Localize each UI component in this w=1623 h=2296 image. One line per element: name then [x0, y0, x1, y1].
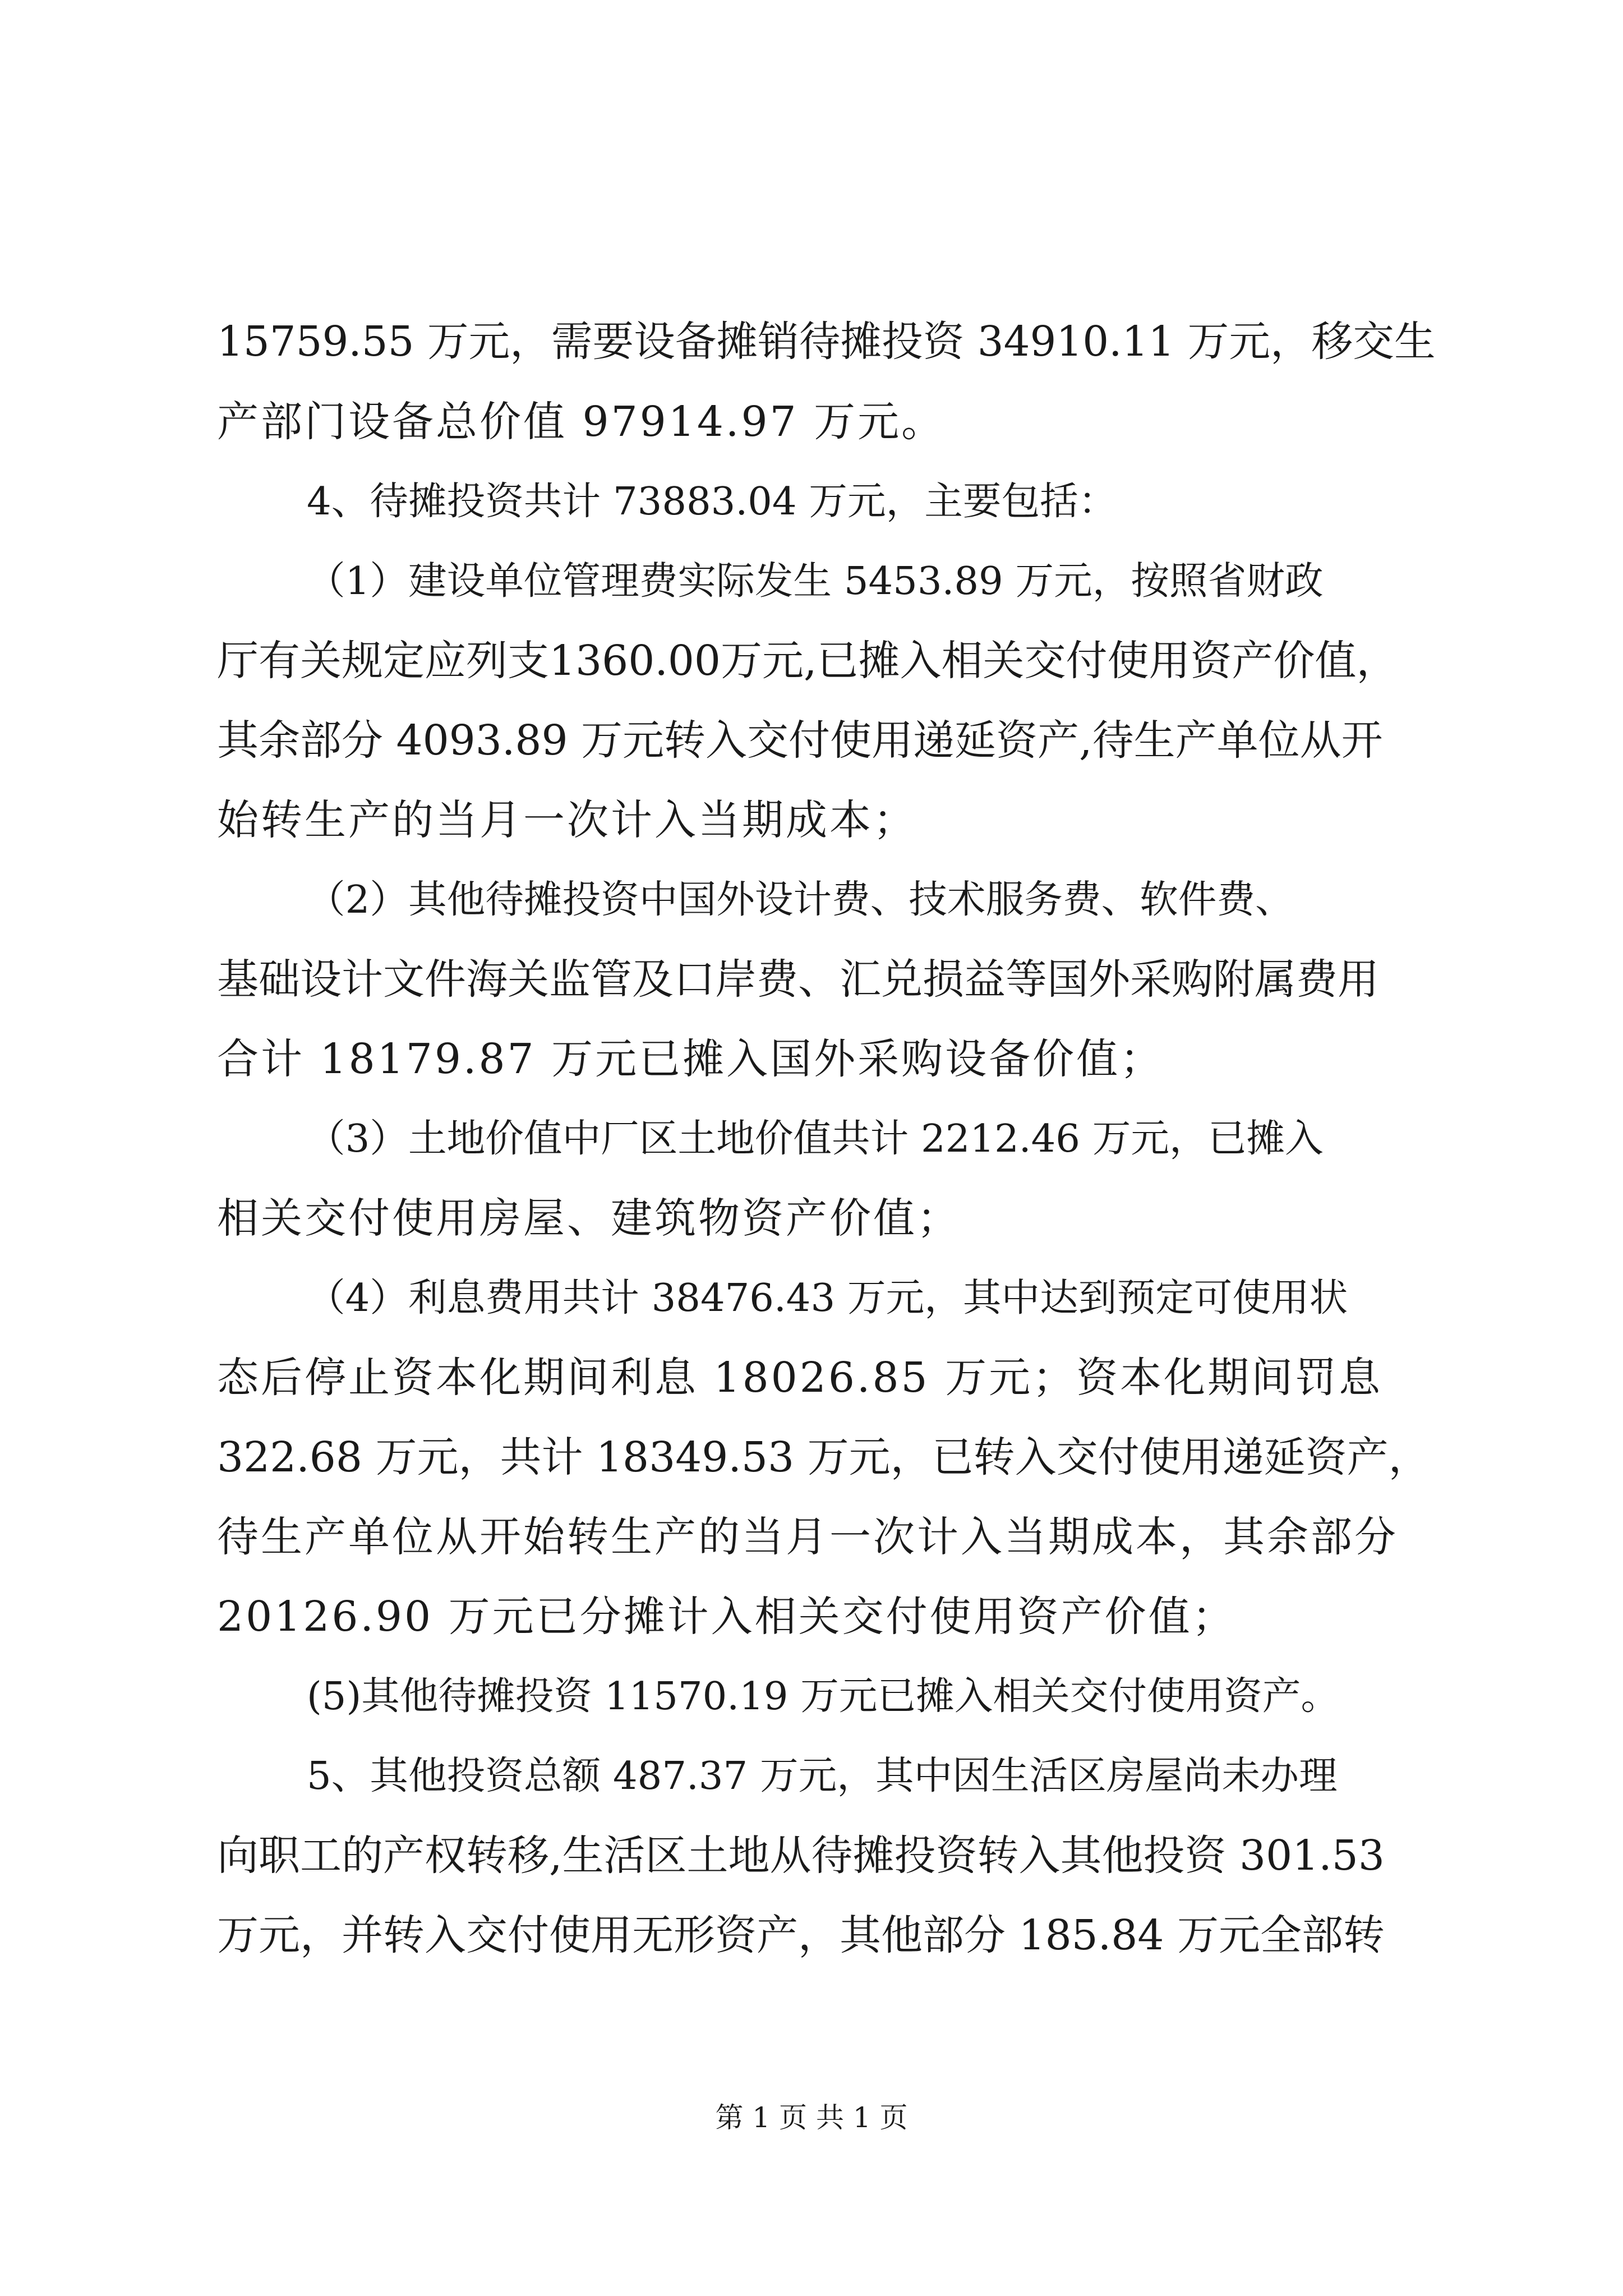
- text-line: 相关交付使用房屋、建筑物资产价值；: [217, 1194, 961, 1243]
- text-line: （2）其他待摊投资中国外设计费、技术服务费、软件费、: [307, 877, 1294, 922]
- text-line: 15759.55 万元，需要设备摊销待摊投资 34910.11 万元，移交生: [217, 318, 1436, 366]
- text-line: 待生产单位从开始转生产的当月一次计入当期成本，其余部分: [217, 1513, 1398, 1561]
- text-line: 态后停止资本化期间利息 18026.85 万元；资本化期间罚息: [217, 1354, 1383, 1402]
- text-line: 产部门设备总价值 97914.97 万元。: [217, 398, 946, 446]
- text-line: （3）土地价值中厂区土地价值共计 2212.46 万元，已摊入: [307, 1116, 1324, 1161]
- text-line: 5、其他投资总额 487.37 万元，其中因生活区房屋尚未办理: [307, 1754, 1338, 1798]
- text-line: (5)其他待摊投资 11570.19 万元已摊入相关交付使用资产。: [307, 1674, 1340, 1719]
- text-line: 4、待摊投资共计 73883.04 万元，主要包括：: [307, 479, 1117, 524]
- text-line: 其余部分 4093.89 万元转入交付使用递延资产,待生产单位从开: [217, 716, 1383, 765]
- text-line: 厅有关规定应列支1360.00万元,已摊入相关交付使用资产价值，: [217, 637, 1398, 685]
- text-line: 322.68 万元，共计 18349.53 万元，已转入交付使用递延资产，: [217, 1433, 1430, 1481]
- text-line: （4）利息费用共计 38476.43 万元，其中达到预定可使用状: [307, 1276, 1348, 1320]
- text-line: 向职工的产权转移,生活区土地从待摊投资转入其他投资 301.53: [217, 1832, 1385, 1880]
- text-line: 始转生产的当月一次计入当期成本；: [217, 796, 917, 844]
- text-line: 20126.90 万元已分摊计入相关交付使用资产价值；: [217, 1593, 1236, 1641]
- text-line: 合计 18179.87 万元已摊入国外采购设备价值；: [217, 1035, 1164, 1083]
- page-footer: 第 1 页 共 1 页: [715, 2101, 908, 2134]
- text-line: 万元，并转入交付使用无形资产，其他部分 185.84 万元全部转: [217, 1911, 1385, 1959]
- text-line: （1）建设单位管理费实际发生 5453.89 万元，按照省财政: [307, 559, 1324, 604]
- text-line: 基础设计文件海关监管及口岸费、汇兑损益等国外采购附属费用: [217, 955, 1379, 1004]
